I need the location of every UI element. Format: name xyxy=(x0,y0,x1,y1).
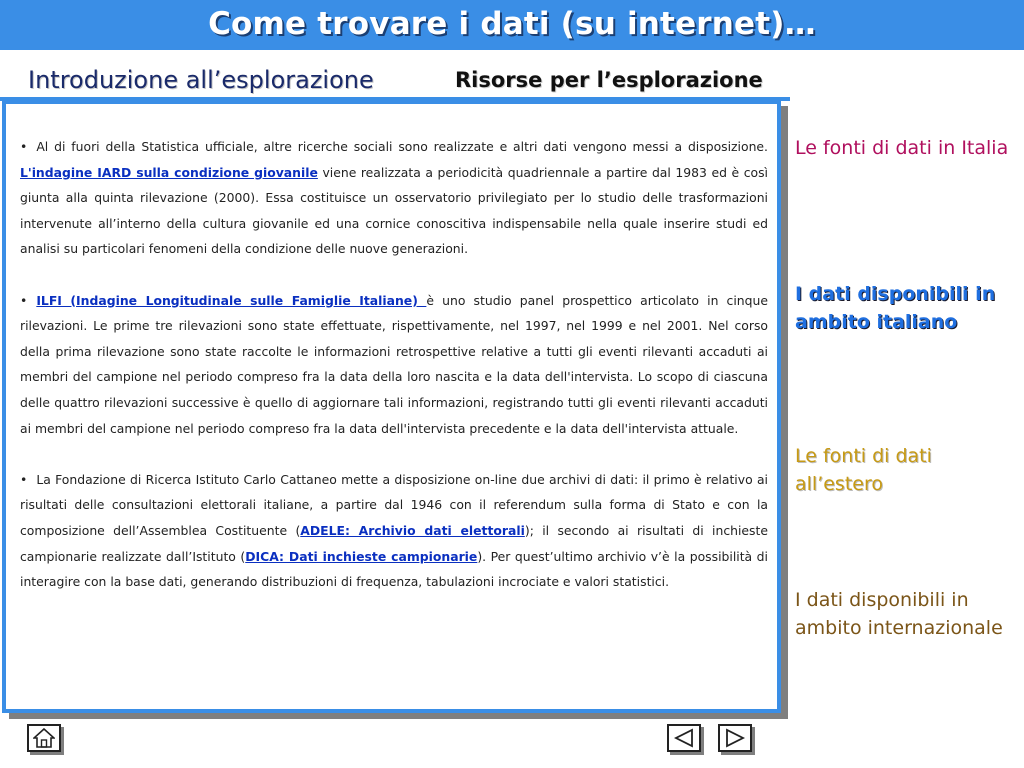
sidebar-link-dati-internazionale[interactable]: I dati disponibili in ambito internazionale xyxy=(795,589,1003,639)
home-button[interactable] xyxy=(27,724,61,752)
triangle-right-icon xyxy=(724,728,746,748)
sidebar-link-fonti-italia[interactable]: Le fonti di dati in Italia xyxy=(795,137,1009,159)
bullet-icon: • xyxy=(20,292,28,308)
tab-risorse[interactable]: Risorse per l’esplorazione xyxy=(455,68,763,92)
page-title: Come trovare i dati (su internet)… xyxy=(208,6,816,42)
title-bar xyxy=(0,0,1024,50)
home-icon xyxy=(33,728,55,748)
sidebar-link-fonti-estero[interactable]: Le fonti di dati all’estero xyxy=(795,445,932,495)
content-panel xyxy=(2,100,781,713)
link-iard[interactable]: L'indagine IARD sulla condizione giovanile xyxy=(20,164,318,180)
paragraph-iard: • Al di fuori della Statistica ufficiale, altre ricerche sociali sono realizzate e altri dati vengono messi a disposizione. L'indagine IARD sulla condizione giovanile viene realizzata a periodicità quadriennale a partire dal 1983 ed è così giunta alla quinta rilevazione (2000). Essa costituisce un osservatorio privilegiato per lo studio delle trasformazioni intervenute all’interno della cultura giovanile ed una cornice conoscitiva indispensabile nella quale inserire studi ed analisi su particolari fenomeni della condizione delle nuove generazioni. xyxy=(20,139,768,257)
content-text xyxy=(20,134,768,620)
bullet-icon: • xyxy=(20,471,28,487)
link-adele[interactable]: ADELE: Archivio dati elettorali xyxy=(300,522,525,538)
next-button[interactable] xyxy=(718,724,752,752)
bullet-icon: • xyxy=(20,139,28,154)
link-ilfi[interactable]: ILFI (Indagine Longitudinale sulle Famiglie Italiane) xyxy=(36,292,427,308)
paragraph-cattaneo: • La Fondazione di Ricerca Istituto Carlo Cattaneo mette a disposizione on-line due archivi di dati: il primo è relativo ai risultati delle consultazioni elettorali italiane, a partire dal 1946 con il referendum sulla forma di Stato e con la composizione dell’Assemblea Costituente (ADELE: Archivio dati elettorali); il secondo ai risultati di inchieste campionarie realizzate dall’Istituto (DICA: Dati inchieste campionarie). Per quest’ultimo archivio v’è la possibilità di interagire con la base dati, generando distribuzioni di frequenza, tabulazioni incrociate e valori statistici. xyxy=(20,471,768,590)
triangle-left-icon xyxy=(673,728,695,748)
previous-button[interactable] xyxy=(667,724,701,752)
sidebar-link-dati-italiano[interactable]: I dati disponibili in ambito italiano xyxy=(795,283,996,333)
tab-introduzione[interactable]: Introduzione all’esplorazione xyxy=(28,66,374,94)
paragraph-ilfi: • ILFI (Indagine Longitudinale sulle Famiglie Italiane) è uno studio panel prospettico articolato in cinque rilevazioni. Le prime tre rilevazioni sono state effettuate, rispettivamente, nel 1997, nel 1999 e nel 2001. Nel corso della prima rilevazione sono state raccolte le informazioni retrospettive relative a tutti gli eventi rilevanti accaduti ai membri del campione nel periodo compreso fra la data della loro nascita e la data dell'intervista. Lo scopo di ciascuna delle quattro rilevazioni successive è quello di aggiornare tali informazioni, registrando tutti gli eventi rilevanti accaduti ai membri del campione nel periodo compreso fra la data dell'intervista precedente e la data dell'intervista attuale. xyxy=(20,292,768,436)
link-dica[interactable]: DICA: Dati inchieste campionarie xyxy=(245,548,478,564)
